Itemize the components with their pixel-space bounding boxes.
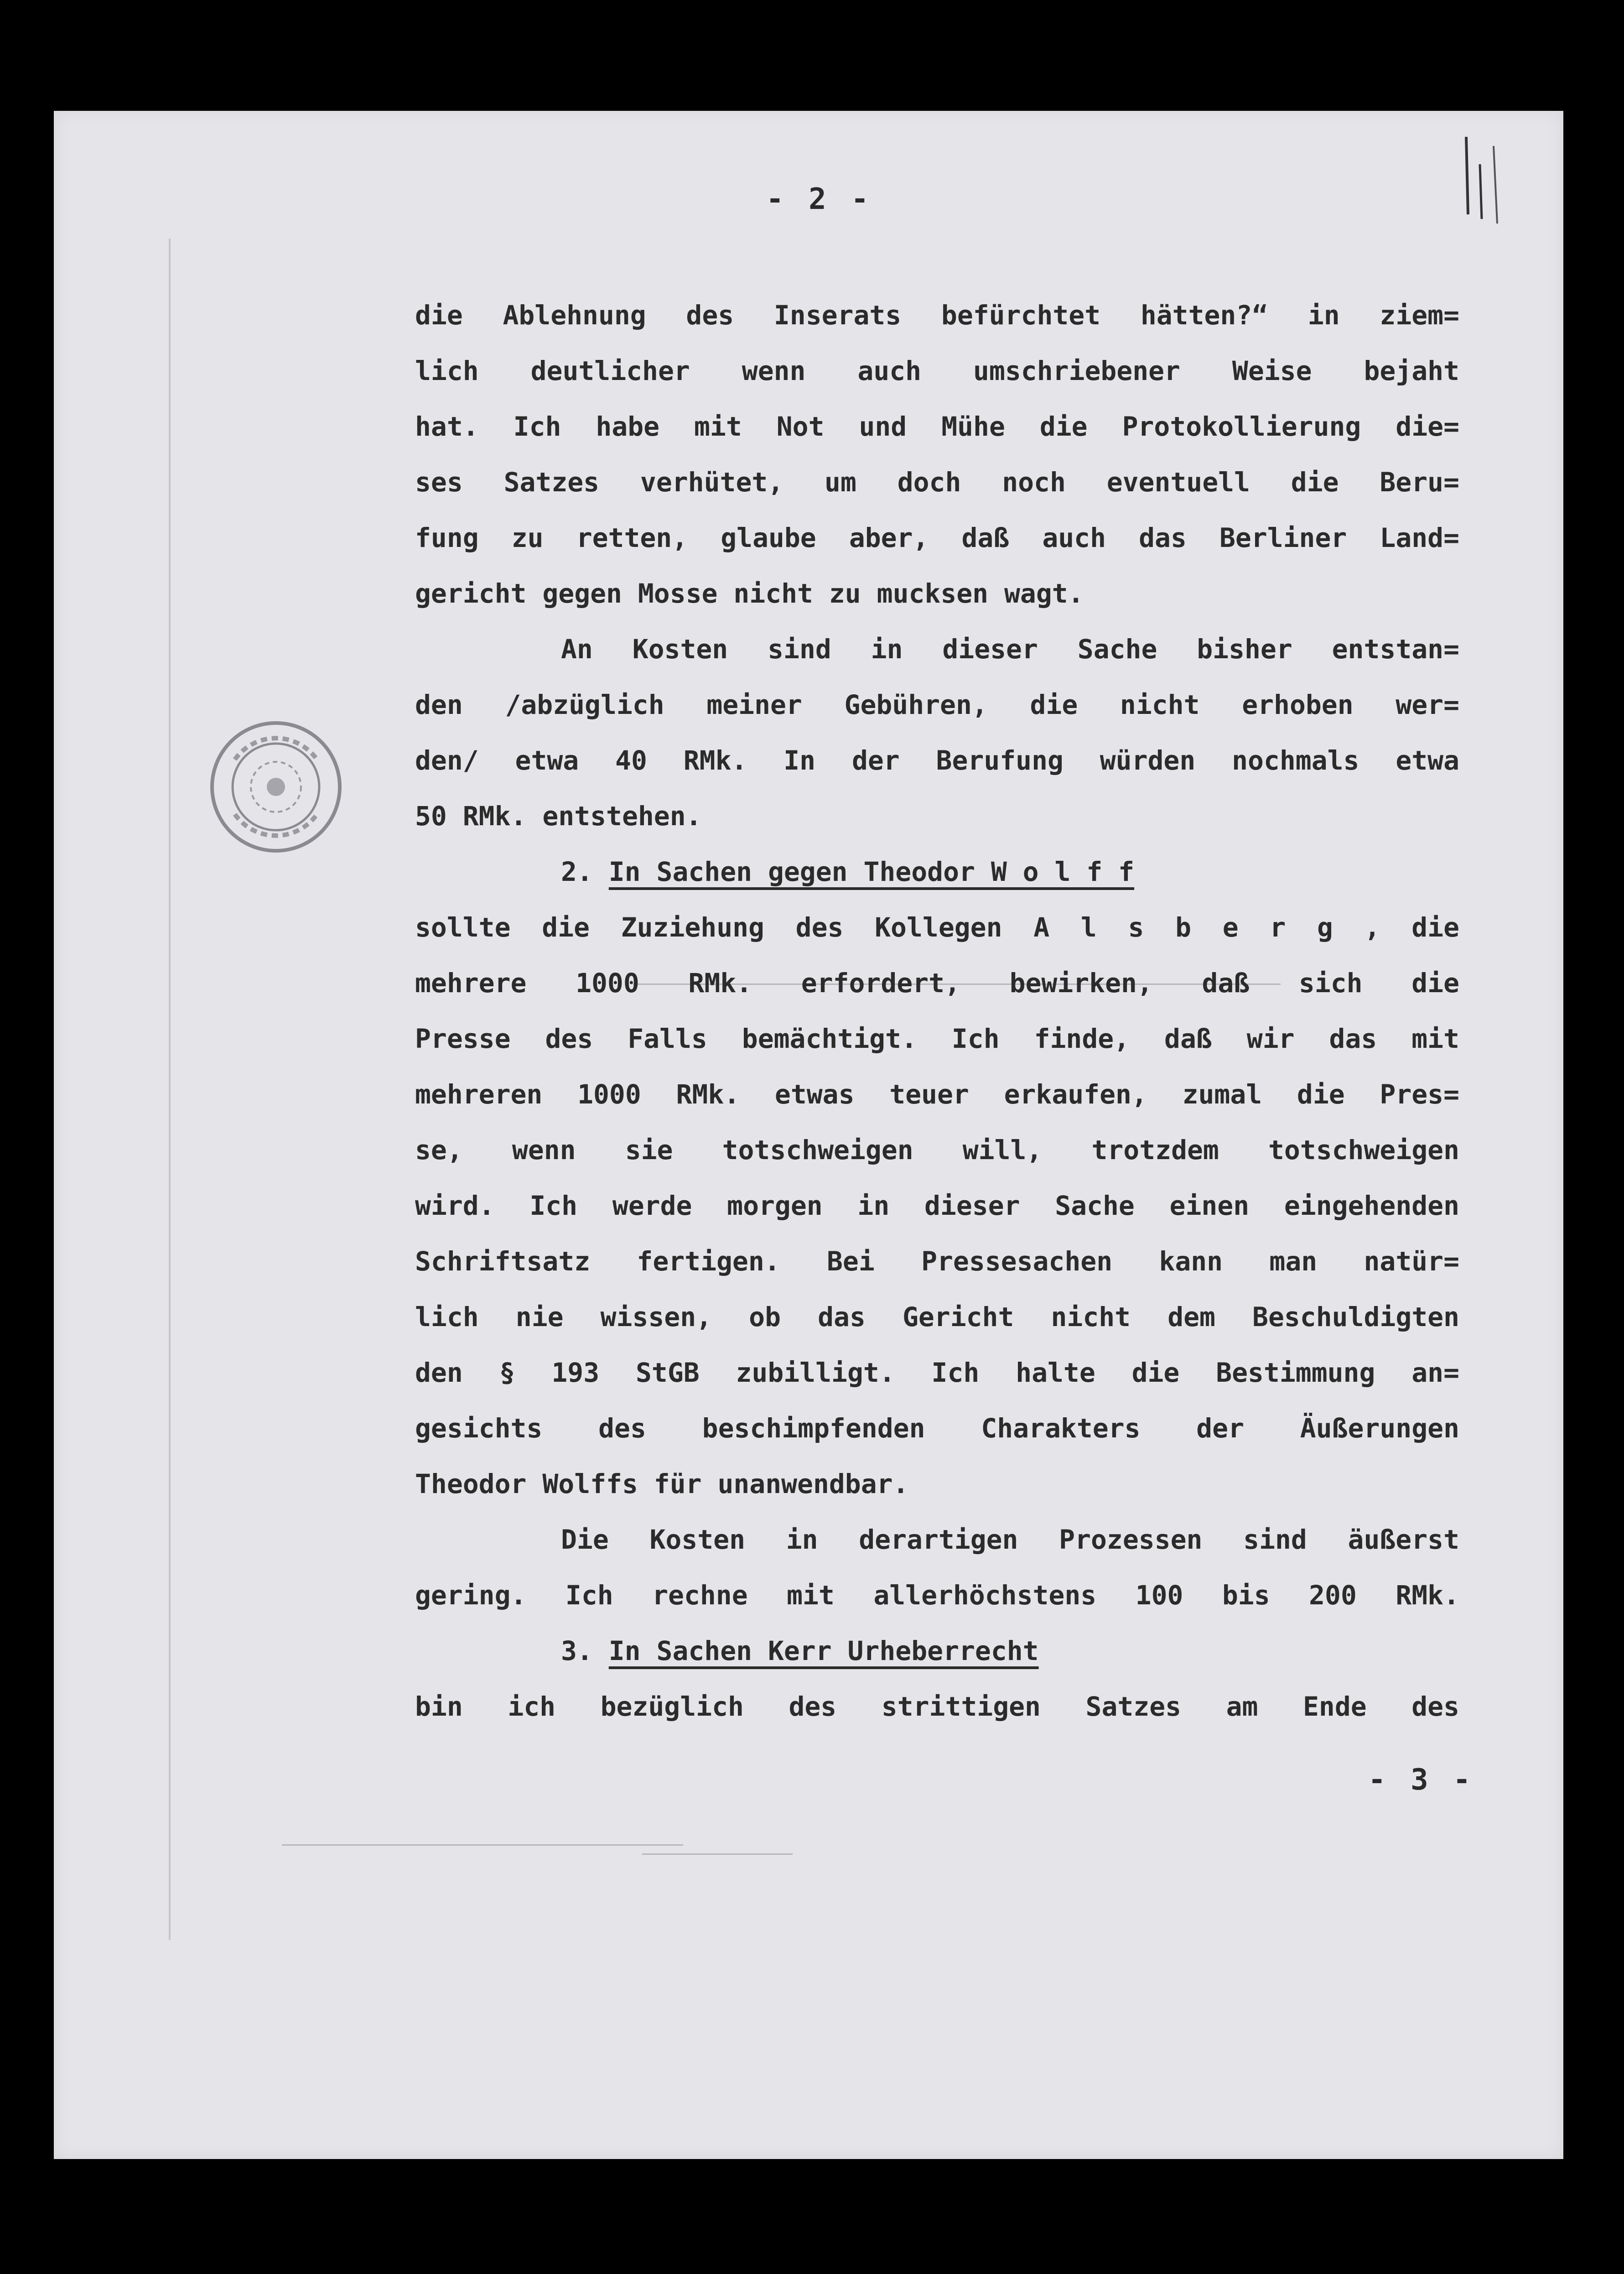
margin-line — [169, 239, 171, 1940]
text-line: Presse des Falls bemächtigt. Ich finde, daß wir das mit — [415, 1023, 1459, 1054]
page-number: - 2 - — [766, 182, 872, 216]
margin-marks-icon — [1462, 132, 1503, 242]
text-line: Die Kosten in derartigen Prozessen sind äußerst — [561, 1524, 1459, 1555]
text-line: fung zu retten, glaube aber, daß auch das Berliner Land= — [415, 522, 1459, 553]
text-line: lich deutlicher wenn auch umschriebener Weise bejaht — [415, 355, 1459, 386]
library-stamp-icon — [208, 718, 344, 855]
text-line: gesichts des beschimpfenden Charakters der Äußerungen — [415, 1413, 1459, 1444]
text-line: sollte die Zuziehung des Kollegen A l s b e r g , die — [415, 912, 1459, 943]
section-number: 3. — [561, 1635, 593, 1666]
text-line: den § 193 StGB zubilligt. Ich halte die Bestimmung an= — [415, 1357, 1459, 1388]
catchword: - 3 - — [1368, 1763, 1474, 1797]
bottom-rule-short — [642, 1853, 793, 1855]
text-line: hat. Ich habe mit Not und Mühe die Protokollierung die= — [415, 411, 1459, 442]
text-line: wird. Ich werde morgen in dieser Sache einen eingehenden — [415, 1190, 1459, 1221]
text-line: ses Satzes verhütet, um doch noch eventuell die Beru= — [415, 467, 1459, 498]
text-line: Schriftsatz fertigen. Bei Pressesachen kann man natür= — [415, 1246, 1459, 1277]
bottom-rule — [282, 1844, 683, 1846]
text-line: An Kosten sind in dieser Sache bisher entstan= — [561, 634, 1459, 665]
section-title: In Sachen Kerr Urheberrecht — [608, 1635, 1039, 1666]
section-number: 2. — [561, 856, 593, 887]
text-line: se, wenn sie totschweigen will, trotzdem totschweigen — [415, 1134, 1459, 1166]
text-line: 50 RMk. entstehen. — [415, 801, 702, 832]
text-line: lich nie wissen, ob das Gericht nicht dem Beschuldigten — [415, 1301, 1459, 1332]
section-heading — [415, 1623, 1459, 1679]
text-line: den/ etwa 40 RMk. In der Berufung würden nochmals etwa — [415, 745, 1459, 776]
text-line: den /abzüglich meiner Gebühren, die nicht erhoben wer= — [415, 689, 1459, 720]
text-line: mehrere 1000 RMk. erfordert, bewirken, daß sich die — [415, 968, 1459, 999]
text-line: bin ich bezüglich des strittigen Satzes am Ende des — [415, 1691, 1459, 1722]
text-line: mehreren 1000 RMk. etwas teuer erkaufen, zumal die Pres= — [415, 1079, 1459, 1110]
letter-body — [415, 287, 1459, 1734]
section-heading — [415, 844, 1459, 900]
section-title: In Sachen gegen Theodor W o l f f — [608, 856, 1135, 887]
text-line: gering. Ich rechne mit allerhöchstens 100 bis 200 RMk. — [415, 1580, 1459, 1611]
text-line: Theodor Wolffs für unanwendbar. — [415, 1468, 909, 1499]
text-line: die Ablehnung des Inserats befürchtet hätten?“ in ziem= — [415, 300, 1459, 331]
text-line: gericht gegen Mosse nicht zu mucksen wagt. — [415, 578, 1084, 609]
